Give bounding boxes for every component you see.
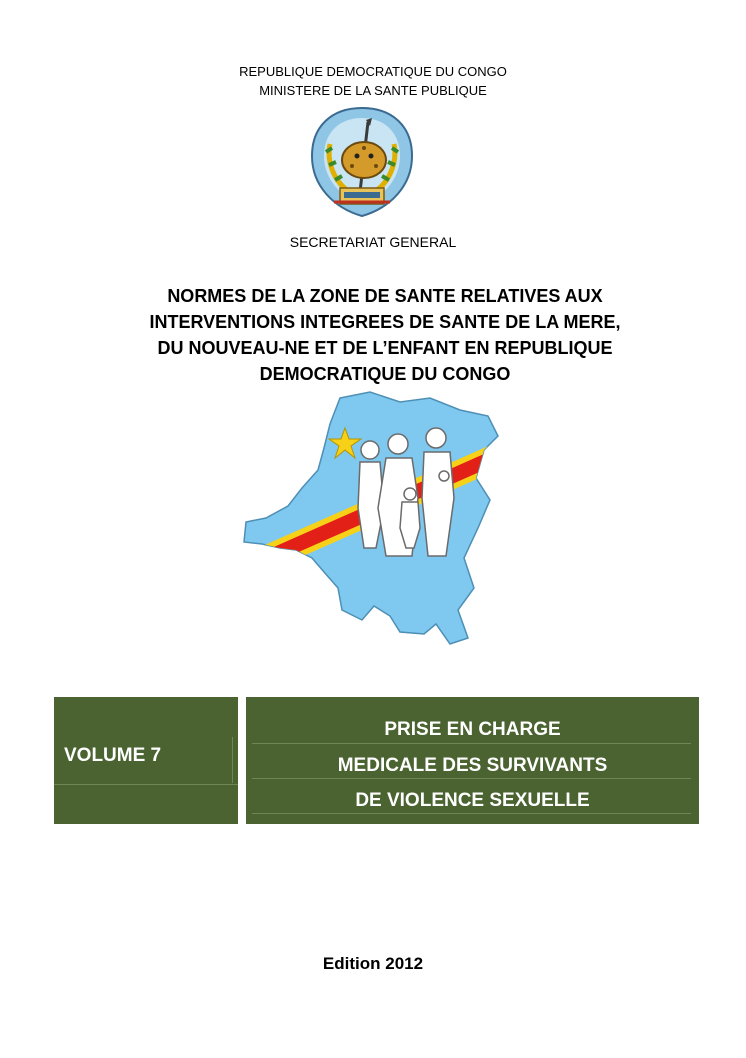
- divider: [232, 737, 233, 783]
- divider: [54, 784, 238, 785]
- volume-label: VOLUME 7: [64, 745, 162, 766]
- coat-of-arms-emblem: [302, 104, 422, 222]
- title-line: NORMES DE LA ZONE DE SANTE RELATIVES AUX: [167, 286, 603, 306]
- topic-line: DE VIOLENCE SEXUELLE: [355, 790, 590, 811]
- document-title: [120, 283, 650, 387]
- divider: [252, 743, 691, 744]
- edition-label: Edition 2012: [322, 954, 424, 973]
- ministry-name: MINISTERE DE LA SANTE PUBLIQUE: [259, 83, 487, 98]
- topic-line: PRISE EN CHARGE: [384, 719, 561, 740]
- secretariat-general: SECRETARIAT GENERAL: [289, 234, 457, 250]
- volume-panel: [54, 697, 238, 824]
- topic-panel: [246, 697, 699, 824]
- title-line: INTERVENTIONS INTEGREES DE SANTE DE LA MERE,: [149, 312, 621, 332]
- country-name: REPUBLIQUE DEMOCRATIQUE DU CONGO: [239, 64, 507, 79]
- divider: [252, 778, 691, 779]
- title-line: DEMOCRATIQUE DU CONGO: [259, 364, 511, 384]
- drc-map-illustration: [240, 388, 502, 648]
- title-line: DU NOUVEAU-NE ET DE L’ENFANT EN REPUBLIQUE: [157, 338, 613, 358]
- topic-line: MEDICALE DES SURVIVANTS: [337, 755, 608, 776]
- divider: [252, 813, 691, 814]
